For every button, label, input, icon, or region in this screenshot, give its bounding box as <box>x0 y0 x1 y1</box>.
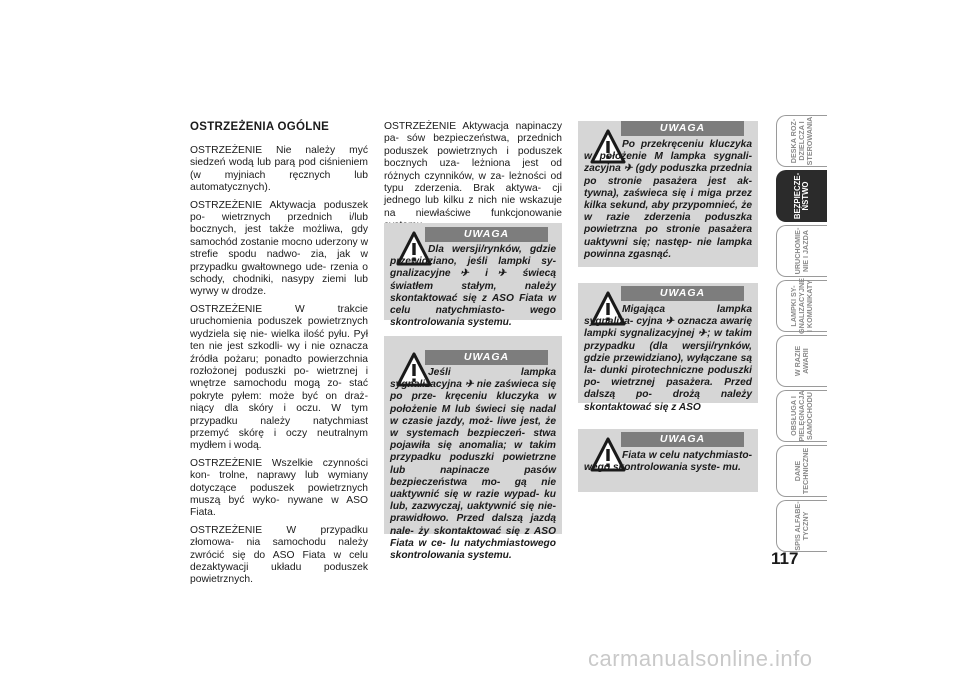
paragraph: OSTRZEŻENIE W przypadku złomowa- nia samochodu należy zwrócić się do ASO Fiata w celu dezaktywacji układu poduszek powietrznych. <box>190 524 368 586</box>
tab-bezpieczenstwo[interactable] <box>776 170 827 222</box>
paragraph: OSTRZEŻENIE Aktywacja napinaczy pa- sów bezpieczeństwa, przednich poduszek powietrznych i poduszek bocznych uza- leżniona jest od różnych czynników, w za- leżności od typu zderzenia. Brak aktywa- cji jednego lub kilku z nich nie wskazuje na niewłaściwe funkcjonowanie <box>384 121 562 219</box>
warning-title: UWAGA <box>425 350 548 365</box>
paragraph: OSTRZEŻENIE Aktywacja poduszek po- wietrznych przednich i/lub bocznych, jest także możliwa, gdy samochód zostanie mocno uderzony w strefie spodu nadwo- zia, jak w przypadku gwałtownego ude- rzenia o schody, chodniki, nasypy ziemi lub wyrwy w drodze. <box>190 199 369 298</box>
tab-label: URUCHOMIE- NIE I JAZDA <box>793 227 810 275</box>
tab-label: SPIS ALFABE- TYCZNY <box>793 501 810 551</box>
tab-label: LAMPKI SY- GNALIZACYJNE I KOMUNIKATY <box>789 278 814 334</box>
tab-label: BEZPIECZE- ŃSTWO <box>793 172 810 220</box>
paragraph: OSTRZEŻENIE Wszelkie czynności kon- trolne, naprawy lub wymiany dotyczące poduszek powietrznych muszą być wyko- nywane w ASO Fiata. <box>190 457 368 519</box>
warning-title: UWAGA <box>621 286 744 301</box>
tab-lampki[interactable] <box>776 280 827 332</box>
tab-label: DESKA ROZ- DZIELCZA I STEROWANIA <box>789 116 814 166</box>
tab-w-razie-awarii[interactable] <box>776 335 827 387</box>
footer-watermark: carmanualsonline.info <box>588 646 813 671</box>
warning-title: UWAGA <box>621 432 744 447</box>
warning-title: UWAGA <box>425 227 548 242</box>
warning-text: Fiata w celu natychmiasto- wego skontrolowania syste- mu. <box>584 450 752 474</box>
warning-box <box>384 336 562 562</box>
paragraph: OSTRZEŻENIE Nie należy myć siedzeń wodą lub parą pod ciśnieniem (w myjniach ręcznych lub automatycznych). <box>190 145 368 194</box>
tab-label: W RAZIE AWARII <box>793 345 810 377</box>
tab-deska-rozdzielcza[interactable] <box>776 115 827 167</box>
tab-label: DANE TECHNICZNE <box>793 447 810 495</box>
warning-box <box>384 223 562 329</box>
warning-box <box>578 429 758 492</box>
tab-uruchomienie[interactable] <box>776 225 827 277</box>
warning-title: UWAGA <box>621 121 744 136</box>
column-left <box>190 145 368 592</box>
warning-text: Jeśli lampka sygnalizacyjna ✈ nie zaświeca się po prze- kręceniu kluczyka w położenie M lub świeci się nadal w czasie jazdy, moż- liwe jest, że w systemach bezpieczeń- stwa pojawiła się anomalia; w takim przypadku poduszki powietrzne lub napinacze pasów bezpieczeństwa mo- gą nie uaktywnić się w razie wypad- ku lub, zazwyczaj, uaktywnić się nie- prawidłowo. Przed dalszą jazdą nale- ży skontaktować się z ASO Fiata w ce- lu natychmiastowego skontrolowania systemu. <box>390 367 556 562</box>
warning-text: Migająca lampka sygnaliza- cyjna ✈ oznacza awarię lampki sygnalizacyjnej ✈; w takim przypadku (dla wersji/rynków, gdzie przewidziano), wyłączane są la- dunki pirotechniczne poduszki po- wietrznej pasażera. Przed dalszą po- drożą należy skontaktować się z ASO <box>584 304 752 413</box>
tab-obsluga[interactable] <box>776 390 827 442</box>
warning-box <box>578 121 758 267</box>
column-middle <box>384 121 562 238</box>
tab-label: OBSŁUGA I PIELĘGNACJA SAMOCHODU <box>789 390 814 442</box>
page-number: 117 <box>771 549 799 568</box>
warning-text: Dla wersji/rynków, gdzie przewidziano, jeśli lampki sy- gnalizacyjne ✈ i ✈ świecą światłem stałym, należy skontaktować się z ASO Fiata w celu natychmiasto- wego skontrolowania systemu. <box>390 244 556 329</box>
warning-text: Po przekręceniu kluczyka w położenie M lampka sygnali- zacyjna ✈ (gdy poduszka przednia po stronie pasażera jest ak- tywna), zaświeca się i miga przez kilka sekund, aby przypomnieć, że w razie zderzenia poduszka powietrzna po stronie pasażera uaktywni się; następ- nie lampka powinna zgasnąć. <box>584 139 752 260</box>
tab-spis-alfabetyczny[interactable] <box>776 500 827 552</box>
paragraph: OSTRZEŻENIE W trakcie uruchomienia poduszek powietrznych wydziela się nie- wielka ilość pyłu. Pył ten nie jest szkodli- wy i nie oznacza źródła pożaru; ponadto powierzchnia rozłożonej poduszki po- wietrznej i wnętrze samochodu mogą zo- stać pokryte pyłem: może być on draż- niący dla skóry i oczu. W tym przypadku należy natychmiast przemyć skórę i oczy neutralnym mydłem i wodą. <box>190 303 368 452</box>
warning-box <box>578 283 758 413</box>
tab-dane-techniczne[interactable] <box>776 445 827 497</box>
section-heading: OSTRZEŻENIA OGÓLNE <box>190 121 330 133</box>
